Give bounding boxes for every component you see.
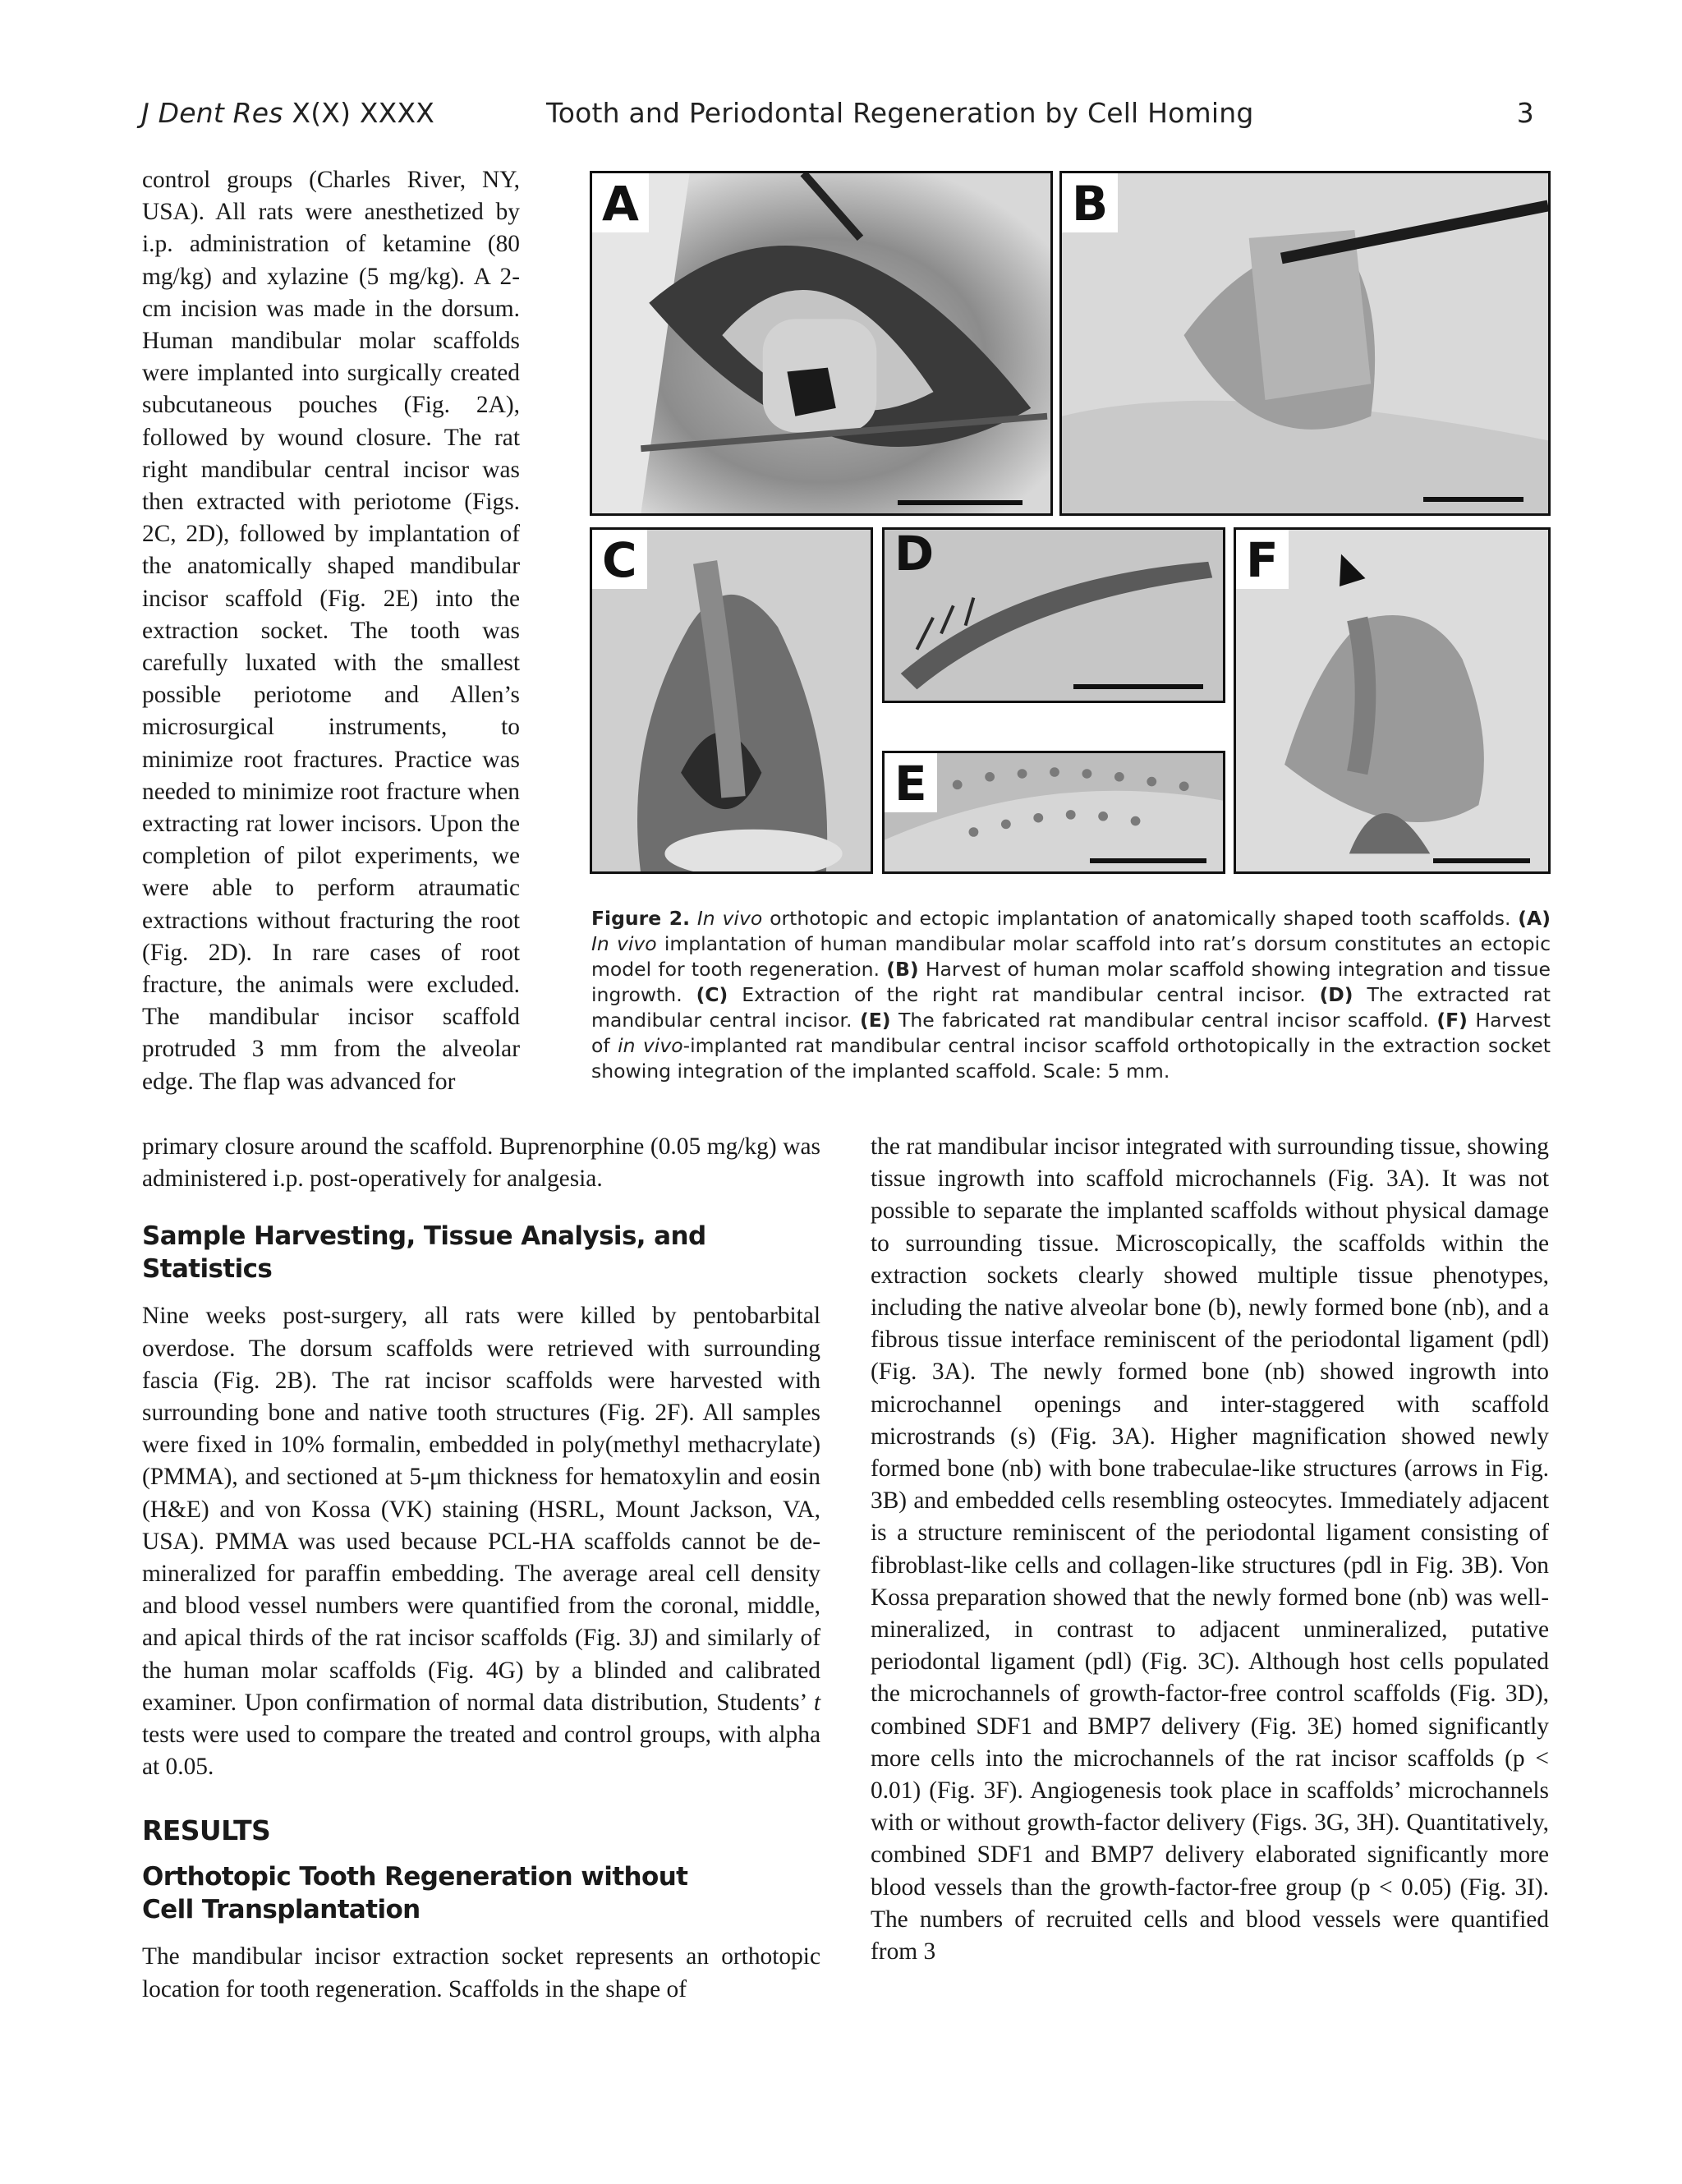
caption-text: Harvest of human molar scaffold showing integration and tissue ingrowth. — [591, 958, 1551, 1006]
panel-b-photo — [1062, 173, 1548, 513]
caption-text: The extracted rat mandibular central incisor. — [591, 983, 1551, 1032]
panel-a-photo — [592, 173, 1050, 513]
panel-f-label: F — [1236, 530, 1289, 589]
journal-name: J Dent Res — [141, 97, 283, 129]
results-paragraph: the rat mandibular incisor integrated with surrounding tissue, showing tissue ingrowth into scaffold microchannels (Fig. 3A). It was not possible to separate the implanted scaffolds without physical damage to surrounding tissue. Microscopically, the scaffolds within the extraction sockets clearly showed multiple tissue phenotypes, including the native alveolar bone (b), newly formed bone (nb), and a fibrous tissue interface reminiscent of the periodontal ligament (pdl) (Fig. 3A). The newly formed bone (nb) showed ingrowth into microchannel openings and inter-staggered with scaffold microstrands (s) (Fig. 3A). Higher magnification showed newly formed bone (nb) with bone trabeculae-like structures (arrows in Fig. 3B) and embedded cells resembling osteocytes. Immediately adjacent is a structure reminiscent of the periodontal ligament consisting of fibroblast-like cells and collagen-like structures (pdl in Fig. 3B). Von Kossa preparation showed that the newly formed bone (nb) was well-mineralized, in contrast to adjacent unmineralized, putative periodontal ligament (pdl) (Fig. 3C). Although host cells populated the microchannels of growth-factor-free control scaffolds (Fig. 3D), combined SDF1 and BMP7 delivery (Fig. 3E) homed significantly more cells into the microchannels of the rat incisor scaffolds (p < 0.01) (Fig. 3F). Angiogenesis took place in scaffolds’ microchannels with or without growth-factor delivery (Figs. 3G, 3H). Quantitatively, combined SDF1 and BMP7 delivery elaborated significantly more blood vessels than the growth-factor-free group (p < 0.05) (Fig. 3I). The numbers of recruited cells and blood vessels were quantified from 3 — [871, 1133, 1549, 1966]
caption-text: implantation of human mandibular molar scaffold into rat’s dorsum constitutes an ectopic model for tooth regeneration. — [591, 932, 1551, 981]
sample-harvesting-paragraph — [142, 1300, 820, 1783]
figure-panel-f — [1234, 527, 1551, 874]
t-test-italic: t — [813, 1689, 820, 1716]
panel-c-label: C — [592, 530, 647, 589]
caption-panel-ref: (D) — [1319, 983, 1353, 1006]
caption-text: Extraction of the right rat mandibular central incisor. — [742, 983, 1306, 1006]
caption-italic: in vivo — [618, 1034, 683, 1057]
caption-text: orthotopic and ectopic implantation of anatomically shaped tooth scaffolds. — [770, 907, 1511, 930]
methods-continuation: primary closure around the scaffold. Buprenorphine (0.05 mg/kg) was administered i.p. post-operatively for analgesia. — [142, 1133, 820, 1193]
subsection-heading-orthotopic — [142, 1860, 820, 1926]
panel-a-label: A — [592, 173, 649, 232]
journal-volume: X(X) XXXX — [292, 97, 435, 129]
panel-b-label: B — [1062, 173, 1118, 232]
running-header-title: Tooth and Periodontal Regeneration by Cell Homing — [546, 97, 1254, 129]
panel-e-scale-bar — [1090, 858, 1206, 863]
figure-panel-a — [590, 171, 1053, 516]
figure-panel-e — [882, 751, 1225, 874]
right-column — [871, 1131, 1549, 1968]
heading-line: Cell Transplantation — [142, 1895, 420, 1925]
figure-panel-d — [882, 527, 1225, 703]
panel-d-label: D — [894, 527, 935, 582]
page-number: 3 — [1516, 97, 1534, 129]
panel-b-scale-bar — [1423, 497, 1523, 502]
figure-caption — [591, 906, 1551, 1084]
figure-caption-label: Figure 2. — [591, 907, 691, 930]
caption-panel-ref: (A) — [1518, 907, 1551, 930]
caption-panel-ref: (F) — [1436, 1009, 1468, 1032]
panel-d-scale-bar — [1073, 684, 1203, 689]
caption-panel-ref: (B) — [886, 958, 919, 981]
caption-panel-ref: (E) — [860, 1009, 891, 1032]
section-heading-results: RESULTS — [142, 1814, 271, 1847]
panel-a-scale-bar — [898, 500, 1023, 505]
panel-f-scale-bar — [1433, 858, 1530, 863]
caption-text: The fabricated rat mandibular central incisor scaffold. — [898, 1009, 1429, 1032]
caption-panel-ref: (C) — [696, 983, 728, 1006]
section-heading-sample-harvesting: Sample Harvesting, Tissue Analysis, and Statistics — [142, 1221, 706, 1285]
sample-text: Nine weeks post-surgery, all rats were killed by pentobarbital overdose. The dorsum scaffolds were retrieved with surrounding fascia (Fig. 2B). The rat incisor scaffolds were harvested with surrounding bone and native tooth structures (Fig. 2F). All samples were fixed in 10% formalin, embedded in poly(methyl methacrylate) (PMMA), and sectioned at 5-μm thickness for hematoxylin and eosin (H&E) and von Kossa (VK) staining (HSRL, Mount Jackson, VA, USA). PMMA was used because PCL-HA scaffolds cannot be de-mineralized for paraffin embedding. The average areal cell density and blood vessel numbers were quantified from the coronal, middle, and apical thirds of the rat incisor scaffolds (Fig. 3J) and similarly of the human molar scaffolds (Fig. 4G) by a blinded and calibrated examiner. Upon confirmation of normal data distribution, Students’ — [142, 1303, 820, 1716]
running-header-journal — [141, 97, 434, 129]
left-column-bottom — [142, 1131, 820, 2006]
orthotopic-paragraph: The mandibular incisor extraction socket represents an orthotopic location for tooth regeneration. Scaffolds in the shape of — [142, 1943, 820, 2002]
caption-italic: In vivo — [696, 907, 763, 930]
caption-text: Harvest of — [591, 1009, 1551, 1057]
figure-panel-c — [590, 527, 873, 874]
methods-paragraph: control groups (Charles River, NY, USA). All rats were anesthetized by i.p. administration of ketamine (80 mg/kg) and xylazine (5 mg/kg). A 2-cm incision was made in the dorsum. Human mandibular molar scaffolds were implanted into surgically created subcutaneous pouches (Fig. 2A), followed by wound closure. The rat right mandibular central incisor was then extracted with periotome (Figs. 2C, 2D), followed by implantation of the anatomically shaped mandibular incisor scaffold (Fig. 2E) into the extraction socket. The tooth was carefully luxated with the smallest possible periotome and Allen’s microsurgical instruments, to minimize root fractures. Practice was needed to minimize root fracture when extracting rat lower incisors. Upon the completion of pilot experiments, we were able to perform atraumatic extractions without fracturing the root (Fig. 2D). In rare cases of root fracture, the animals were excluded. The mandibular incisor scaffold protruded 3 mm from the alveolar edge. The flap was advanced for — [142, 167, 520, 1095]
figure-panel-b — [1059, 171, 1551, 516]
panel-e-label: E — [885, 753, 937, 812]
caption-italic: In vivo — [591, 932, 657, 955]
heading-line: Orthotopic Tooth Regeneration without — [142, 1862, 688, 1892]
caption-text: -implanted rat mandibular central incisor scaffold orthotopically in the extraction socket showing integration of the implanted scaffold. Scale: 5 mm. — [591, 1034, 1551, 1083]
sample-text-end: tests were used to compare the treated and control groups, with alpha at 0.05. — [142, 1722, 820, 1781]
left-column-top — [142, 164, 520, 1098]
